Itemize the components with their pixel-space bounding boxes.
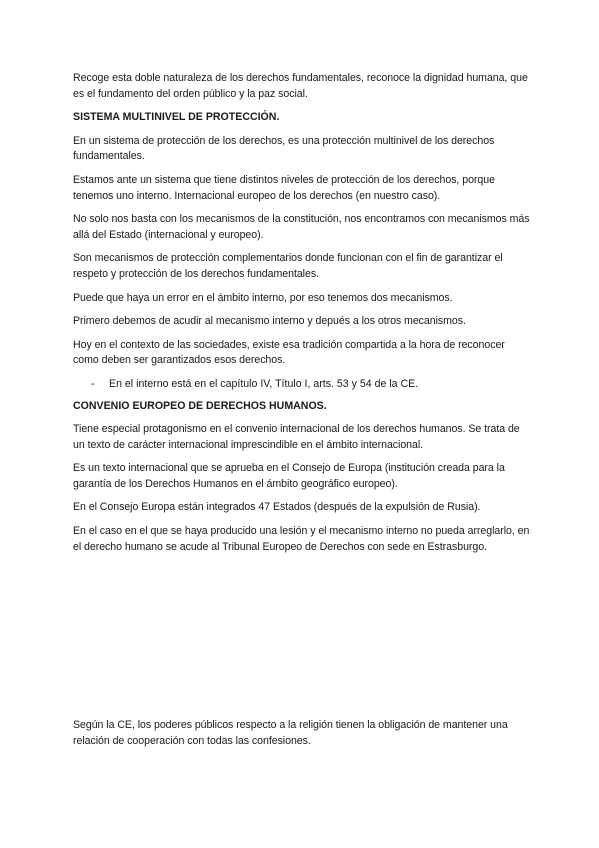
- list-marker: -: [91, 377, 95, 390]
- paragraph: Primero debemos de acudir al mecanismo interno y depués a los otros mecanismos.: [73, 315, 466, 328]
- paragraph: En el Consejo Europa están integrados 47 Estados (después de la expulsión de Rusia).: [73, 501, 481, 514]
- heading-convenio-europeo: CONVENIO EUROPEO DE DERECHOS HUMANOS.: [73, 399, 327, 412]
- paragraph-intro: Recoge esta doble naturaleza de los derechos fundamentales, reconoce la dignidad humana, que es el fundamento del orden público y la paz social.: [73, 72, 528, 100]
- paragraph: Es un texto internacional que se aprueba en el Consejo de Europa (institución creada para la garantía de los Derechos Humanos en el ámbito geográfico europeo).: [73, 462, 505, 490]
- document-footer-text: [73, 718, 533, 757]
- list-item: [73, 377, 533, 393]
- list-item-text: En el interno está en el capítulo IV, Título I, arts. 53 y 54 de la CE.: [109, 377, 419, 390]
- paragraph: Son mecanismos de protección complementarios donde funcionan con el fin de garantizar el respeto y protección de los derechos fundamentales.: [73, 252, 503, 280]
- paragraph: Hoy en el contexto de las sociedades, existe esa tradición compartida a la hora de reconocer como deben ser garantizados esos derechos.: [73, 338, 505, 367]
- paragraph-religion: Según la CE, los poderes públicos respecto a la religión tienen la obligación de mantener una relación de cooperación con todas las confesiones.: [73, 719, 508, 747]
- paragraph: Tiene especial protagonismo en el convenio internacional de los derechos humanos. Se trata de un texto de carácter internacional imprescindible en el ámbito internacional.: [73, 423, 520, 451]
- paragraph: Estamos ante un sistema que tiene distintos niveles de protección de los derechos, porque tenemos uno interno. Internacional europeo de los derechos (en nuestro caso).: [73, 173, 495, 202]
- paragraph: Puede que haya un error en el ámbito interno, por eso tenemos dos mecanismos.: [73, 291, 453, 304]
- paragraph: En el caso en el que se haya producido una lesión y el mecanismo interno no pueda arreglarlo, en el derecho humano se acude al Tribunal Europeo de Derechos con sede en Estrasburgo.: [73, 525, 530, 553]
- heading-sistema-multinivel: SISTEMA MULTINIVEL DE PROTECCIÓN.: [73, 111, 280, 124]
- bullet-list: [73, 377, 533, 393]
- document-body: [73, 71, 533, 563]
- paragraph: En un sistema de protección de los derechos, es una protección multinivel de los derechos fundamentales.: [73, 134, 495, 163]
- paragraph: No solo nos basta con los mecanismos de la constitución, nos encontramos con mecanismos más allá del Estado (internacional y europeo).: [73, 213, 530, 241]
